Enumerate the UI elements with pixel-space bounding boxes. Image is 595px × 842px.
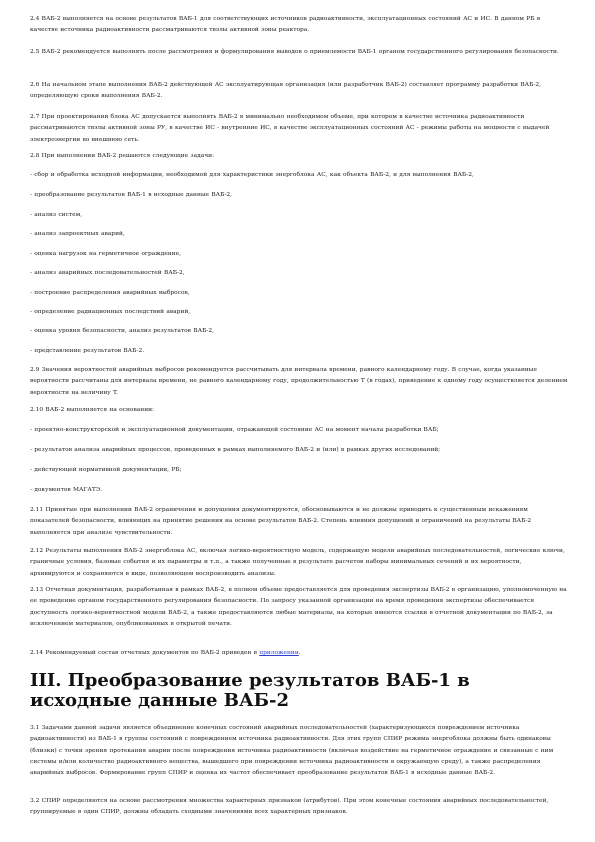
task-item: - оценка нагрузок на герметичное ограждение, [30, 251, 182, 257]
paragraph-2-14-text: 2.14 Рекомендуемый состав отчетных документов по ВАБ-2 приведен в [30, 650, 260, 656]
task-item: - сбор и обработка исходной информации, необходимой для характеристики энергоблока АС, как объекта ВАБ-2, и для выполнения ВАБ-2, [30, 172, 474, 178]
paragraph-2-9: 2.9 Значения вероятностей аварийных выбросов рекомендуется рассчитывать для интервала времени, равного календарному году. В случае, когда указанные вероятности рассчитаны для интервала времени, не равного календарному году, продолжительностью T (в годах), приведение к одному году осуществляется делением вероятности на величину T. [30, 367, 568, 396]
paragraph-2-4: 2.4 ВАБ-2 выполняется на основе результатов ВАБ-1 для соответствующих источников радиоактивности, эксплуатационных состояний АС и ИС. В данном РБ в качестве источника радиоактивности рассматриваются твэлы активной зоны реактора. [30, 16, 541, 34]
task-item: - построение распределения аварийных выбросов, [30, 290, 190, 296]
basis-item: - документов МАГАТЭ. [30, 487, 103, 493]
basis-item: - проектно-конструкторской и эксплуатационной документации, отражающей состояние АС на момент начала разработки ВАБ; [30, 427, 439, 433]
task-item: - анализ запроектных аварий, [30, 231, 125, 237]
paragraph-2-13: 2.13 Отчетная документация, разработанная в рамках ВАБ-2, в полном объеме предоставляется для проведения экспертизы ВАБ-2 в организацию, уполномоченную на ее проведение органом государственного регулирования безопасности. По запросу указанной организации на время проведения экспертизы обеспечивается доступность логико-вероятностной модели ВАБ-2, а также предоставляются любые материалы, на которые имеются ссылки в отчетной документации по ВАБ-2, за исключением материалов, опубликованных в открытой печати. [30, 587, 567, 627]
paragraph-2-10: 2.10 ВАБ-2 выполняется на основании: [30, 407, 155, 413]
paragraph-2-7: 2.7 При проектировании блока АС допускается выполнять ВАБ-2 в минимально необходимом объеме, при котором в качестве источника радиоактивности рассматриваются твэлы активной зоны РУ, в качестве ИС - внутренние ИС, в качестве эксплуатационных состояний АС - режимы работы на мощности с выдачей электроэнергии во внешнюю сеть. [30, 114, 550, 143]
paragraph-2-12: 2.12 Результаты выполнения ВАБ-2 энергоблока АС, включая логико-вероятностную модель, содержащую модели аварийных последовательностей, логические ключи, граничные условия, базовые события и их параметры и т.п., а также полученные в результате расчетов наборы минимальных сечений и их вероятности, архивируются и сохраняются в виде, позволяющем воспроизводить анализы. [30, 548, 565, 577]
section-heading: III. Преобразование результатов ВАБ-1 в исходные данные ВАБ-2 [30, 670, 470, 711]
paragraph-2-11: 2.11 Принятые при выполнении ВАБ-2 ограничения и допущения документируются, обосновываются и не должны приводить к существенным искажениям показателей безопасности, влияющих на принятие решения на основе результатов ВАБ-2. Степень влияния допущений и ограничений на результаты ВАБ-2 выполняется при анализе чувствительности. [30, 507, 532, 536]
task-item: - анализ аварийных последовательностей ВАБ-2, [30, 270, 185, 276]
paragraph-3-2: 3.2 СПИР определяются на основе рассмотрения множества характерных признаков (атрибутов). При этом конечные состояния аварийных последовательностей, группируемые в один СПИР, должны обладать сходными значениями всех характерных признаков. [30, 798, 549, 816]
task-item: - представление результатов ВАБ-2. [30, 348, 145, 354]
paragraph-3-1: 3.1 Задачами данной задачи является объединение конечных состояний аварийных последовательностей (характеризующихся повреждением источника радиоактивности) из ВАБ-1 в группы состояний с повреждением источника радиоактивности. Для этих групп СПИР режима энергоблока должны быть одинаковы (близки) с точки зрения протекания аварии после повреждения источника радиоактивности (включая воздействие на герметичное ограждение и связанные с ним системы и/или количество радиоактивного вещества, вышедшего при повреждении источника радиоактивности в окружающую среду), а также распределения аварийных выбросов. Формирование групп СПИР и оценка их частот обеспечивает преобразование результатов ВАБ-1 в исходные данные ВАБ-2. [30, 725, 554, 777]
basis-item: - действующей нормативной документации, РБ; [30, 467, 182, 473]
paragraph-2-5: 2.5 ВАБ-2 рекомендуется выполнять после рассмотрения и формулирования выводов о приемлемости ВАБ-1 органом государственного регулирования безопасности. [30, 49, 559, 55]
paragraph-2-14 [30, 648, 568, 659]
basis-item: - результатов анализа аварийных процессов, проведенных в рамках выполняемого ВАБ-2 и (или) в рамках других исследований; [30, 447, 441, 453]
paragraph-2-6: 2.6 На начальном этапе выполнения ВАБ-2 действующей АС эксплуатирующая организация (или разработчик ВАБ-2) составляет программу разработки ВАБ-2, определяющую сроки выполнения ВАБ-2. [30, 82, 542, 100]
paragraph-2-8: 2.8 При выполнении ВАБ-2 решаются следующие задачи: [30, 153, 215, 159]
task-item: - анализ систем, [30, 212, 83, 218]
task-item: - определение радиационных последствий аварий, [30, 309, 191, 315]
paragraph-2-14-end: . [298, 650, 301, 656]
task-item: - преобразование результатов ВАБ-1 в исходные данные ВАБ-2, [30, 192, 233, 198]
appendix-link[interactable]: приложении [259, 650, 299, 656]
task-item: - оценка уровня безопасности, анализ результатов ВАБ-2, [30, 328, 215, 334]
